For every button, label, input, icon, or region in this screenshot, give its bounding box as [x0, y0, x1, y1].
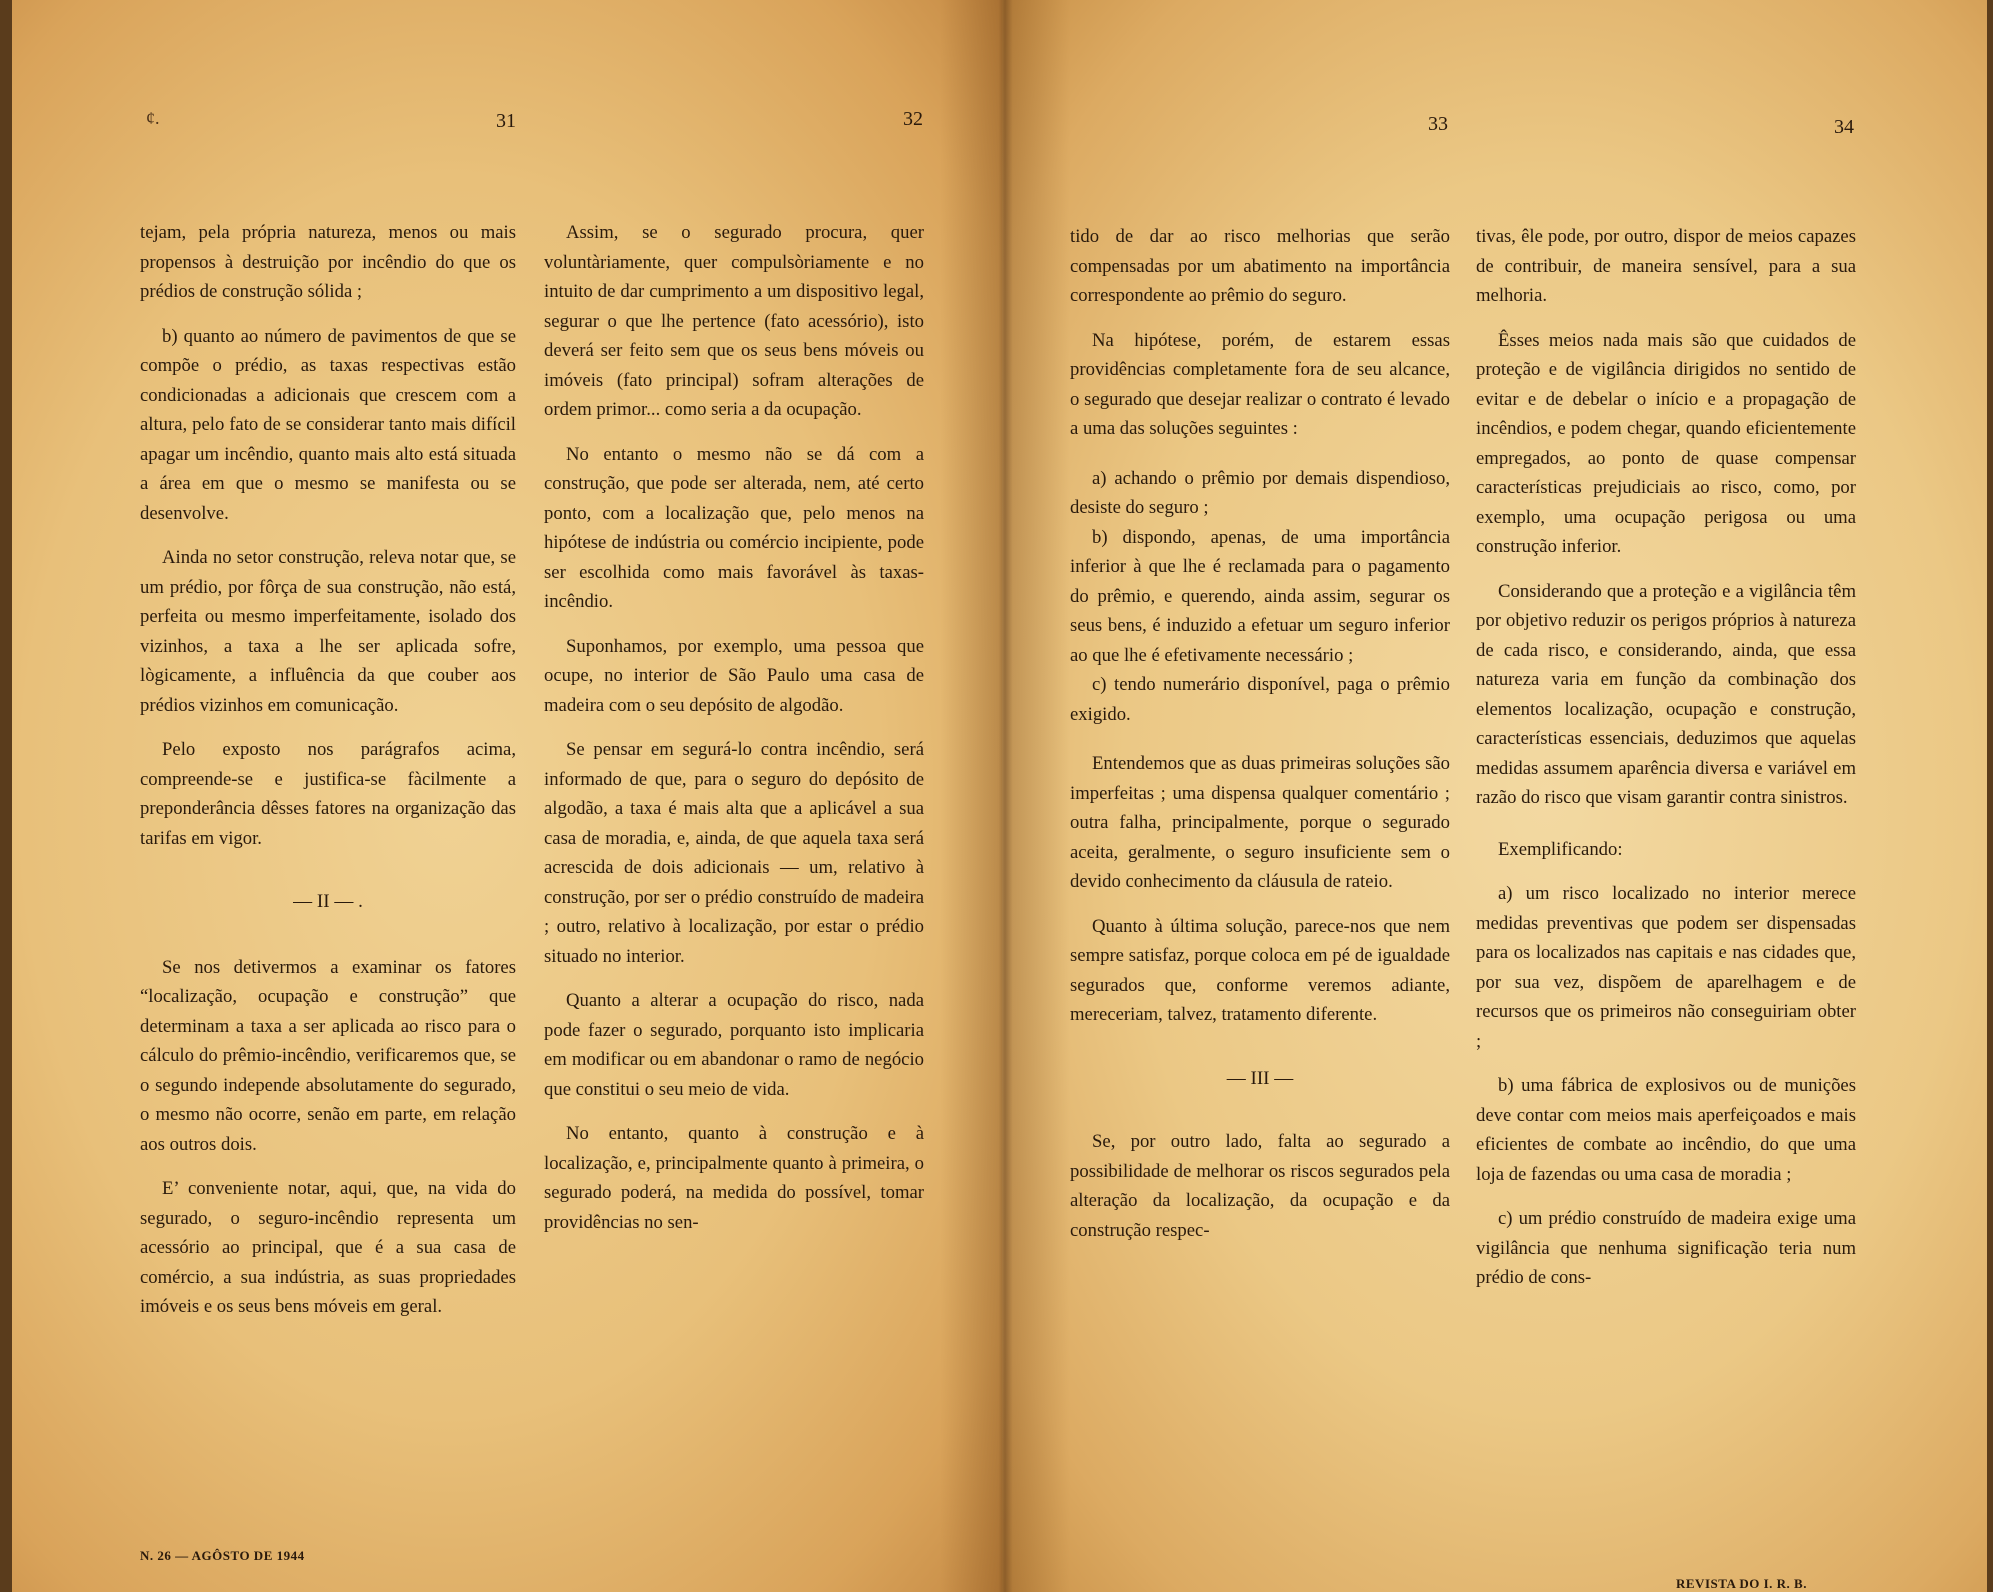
page-edge: [1987, 0, 1993, 1592]
paragraph: tivas, êle pode, por outro, dispor de meios capazes de contribuir, de maneira sensível, para a sua melhoria.: [1476, 226, 1856, 306]
paragraph: Quanto à última solução, parece-nos que nem sempre satisfaz, porque coloca em pé de igualdade segurados que, conforme veremos adiante, mereceriam, talvez, tratamento diferente.: [1070, 915, 1450, 1025]
paragraph: b) uma fábrica de explosivos ou de munições deve contar com meios mais aperfeiçoados e mais eficientes de combate ao incêndio, do que uma loja de fazendas ou uma casa de moradia ;: [1476, 1075, 1856, 1185]
paragraph: Se nos detivermos a examinar os fatores “localização, ocupação e construção” que determinam a taxa a ser aplicada ao risco para o cálculo do prêmio-incêndio, verificaremos que, se o segundo independe absolutamente do segurado, o mesmo não ocorre, senão em parte, em relação aos outros dois.: [140, 956, 516, 1155]
paragraph: Se pensar em segurá-lo contra incêndio, será informado de que, para o seguro do depósito de algodão, a taxa é mais alta que a aplicável a sua casa de moradia, e, ainda, de que aquela taxa será acrescida de dois adicionais — um, relativo à construção, por ser o prédio construído de madeira ; outro, relativo à localização, por estar o prédio situado no interior.: [544, 739, 924, 967]
paragraph: No entanto, quanto à construção e à localização, e, principalmente quanto à primeira, o segurado poderá, na medida do possível, tomar providências no sen-: [544, 1123, 924, 1233]
page-edge: [0, 0, 12, 1592]
paragraph: Quanto a alterar a ocupação do risco, nada pode fazer o segurado, porquanto isto implicaria em modificar ou em abandonar o ramo de negócio que constitui o seu meio de vida.: [544, 990, 924, 1100]
paragraph: Na hipótese, porém, de estarem essas providências completamente fora de seu alcance, o segurado que desejar realizar o contrato é levado a uma das soluções seguintes :: [1070, 329, 1450, 439]
paragraph: Se, por outro lado, falta ao segurado a possibilidade de melhorar os riscos segurados pela alteração da localização, da ocupação e da construção respec-: [1070, 1131, 1450, 1241]
column-page-33: [1070, 222, 1450, 1245]
paragraph: Ainda no setor construção, releva notar que, se um prédio, por fôrça de sua construção, não está, perfeita ou mesmo imperfeitamente, isolado dos vizinhos, a taxa a lhe ser aplicada sofre, lògicamente, a influência da que couber aos prédios vizinhos em comunicação.: [140, 547, 516, 716]
paragraph: Êsses meios nada mais são que cuidados de proteção e de vigilância dirigidos no sentido de evitar e de debelar o início e a propagação de incêndios, e podem chegar, quando eficientemente empregados, ao ponto de quase compensar características prejudiciais ao risco, como, por exemplo, uma ocupação perigosa ou uma construção inferior.: [1476, 329, 1856, 557]
paragraph: Exemplificando:: [1498, 838, 1623, 860]
section-heading: — III —: [1226, 1067, 1294, 1089]
paragraph: Entendemos que as duas primeiras soluções são imperfeitas ; uma dispensa qualquer comentário ; outra falha, principalmente, porque o segurado aceita, geralmente, o seguro insuficiente sem o devido conhecimento da cláusula de rateio.: [1070, 753, 1450, 892]
paragraph: Pelo exposto nos parágrafos acima, compreende-se e justifica-se fàcilmente a preponderância dêsses fatores na organização das tarifas em vigor.: [140, 739, 516, 849]
paragraph: tejam, pela própria natureza, menos ou mais propensos à destruição por incêndio do que os prédios de construção sólida ;: [140, 222, 516, 302]
column-page-31: [140, 218, 516, 1322]
paragraph: Considerando que a proteção e a vigilância têm por objetivo reduzir os perigos próprios à natureza de cada risco, e considerando, ainda, que essa natureza varia em função da combinação dos elementos localização, ocupação e construção, características essenciais, deduzimos que aquelas medidas assumem aparência diversa e variável em razão do risco que visam garantir contra sinistros.: [1476, 580, 1856, 808]
paragraph: b) quanto ao número de pavimentos de que se compõe o prédio, as taxas respectivas estão condicionadas a adicionais que crescem com a altura, pelo fato de se considerar tanto mais difícil apagar um incêndio, quanto mais alto está situada a área em que o mesmo se manifesta ou se desenvolve.: [140, 325, 516, 524]
stray-mark: ¢.: [146, 108, 160, 128]
paragraph: a) achando o prêmio por demais dispendioso, desiste do seguro ;: [1070, 467, 1450, 518]
page-number-31: 31: [496, 110, 516, 132]
paragraph: c) um prédio construído de madeira exige uma vigilância que nenhuma significação teria num prédio de cons-: [1476, 1208, 1856, 1288]
section-heading: — II — .: [293, 891, 363, 912]
paragraph: E’ conveniente notar, aqui, que, na vida do segurado, o seguro-incêndio representa um acessório ao principal, que é a sua casa de comércio, a sua indústria, as suas propriedades imóveis e os seus bens móveis em geral.: [140, 1178, 516, 1317]
column-page-32: [544, 218, 924, 1237]
footer-issue: N. 26 — AGÔSTO DE 1944: [140, 1548, 305, 1563]
paragraph: tido de dar ao risco melhorias que serão compensadas por um abatimento na importância correspondente ao prêmio do seguro.: [1070, 226, 1450, 306]
column-page-34: [1476, 222, 1856, 1293]
paragraph: Assim, se o segurado procura, quer voluntàriamente, quer compulsòriamente e no intuito de dar cumprimento a um dispositivo legal, segurar o que lhe pertence (fato acessório), isto deverá ser feito sem que os seus bens móveis ou imóveis (fato principal) sofram alterações de ordem primor... como seria a da ocupação.: [544, 222, 924, 420]
footer-journal: REVISTA DO I. R. B.: [1676, 1576, 1807, 1591]
paragraph: b) dispondo, apenas, de uma importância inferior à que lhe é reclamada para o pagamento do prêmio, e querendo, ainda assim, segurar os seus bens, é induzido a efetuar um seguro inferior ao que lhe é efetivamente necessário ;: [1070, 526, 1450, 666]
page-number-32: 32: [903, 108, 923, 130]
paragraph: No entanto o mesmo não se dá com a construção, que pode ser alterada, nem, até certo ponto, com a localização que, pelo menos na hipótese de indústria ou comércio incipiente, pode ser escolhida como mais favorável às taxas-incêndio.: [544, 443, 924, 612]
paragraph: a) um risco localizado no interior merece medidas preventivas que podem ser dispensadas para os localizados nas capitais e nas cidades que, por sua vez, dispõem de aparelhagem e de recursos que os primeiros não conseguiriam obter ;: [1476, 883, 1856, 1052]
paragraph: c) tendo numerário disponível, paga o prêmio exigido.: [1070, 674, 1450, 725]
page-number-33: 33: [1428, 113, 1448, 135]
page-number-34: 34: [1834, 116, 1854, 138]
paragraph: Suponhamos, por exemplo, uma pessoa que ocupe, no interior de São Paulo uma casa de madeira com o seu depósito de algodão.: [544, 635, 924, 716]
